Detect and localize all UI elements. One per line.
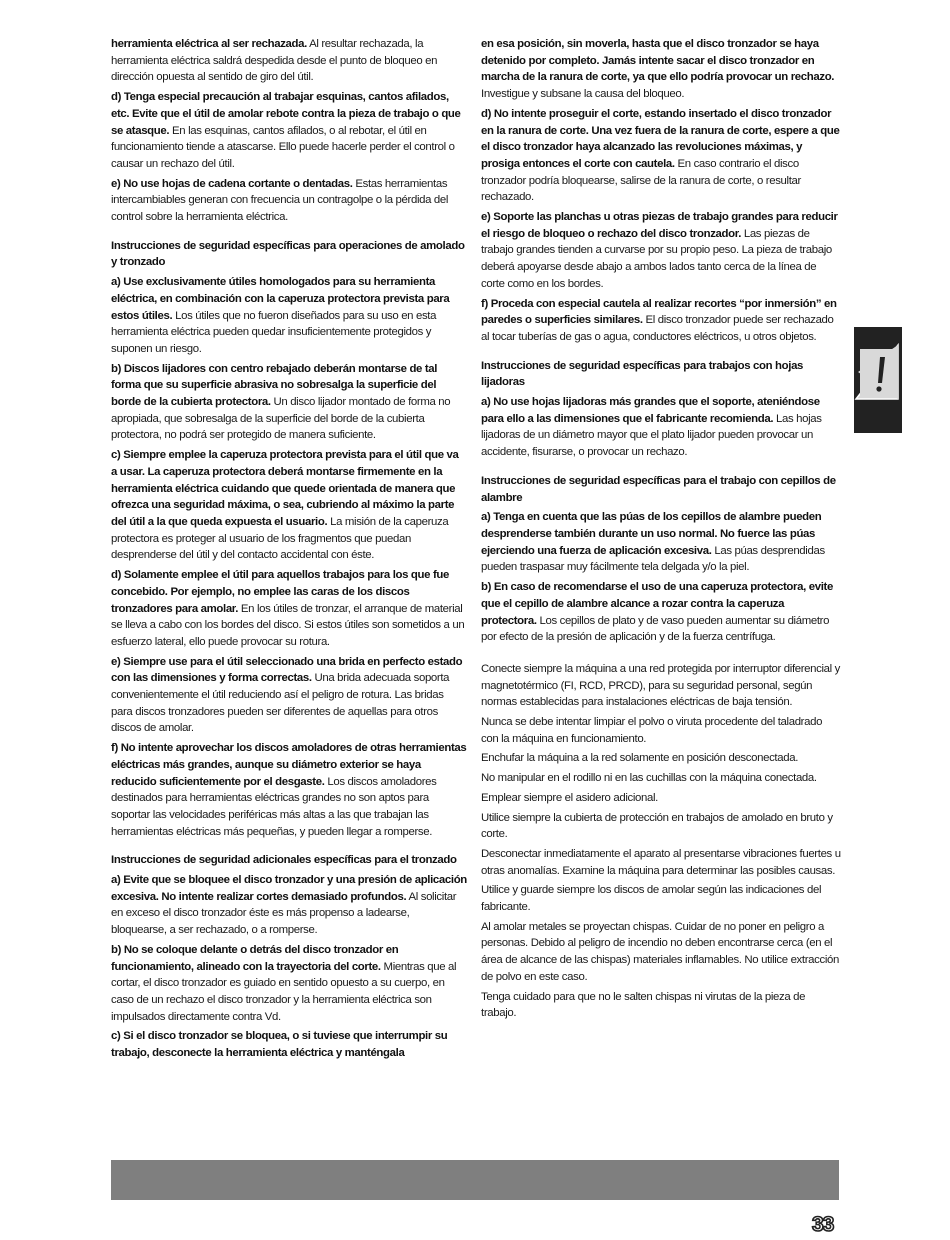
paragraph: en esa posición, sin moverla, hasta que el disco tronzador se haya detenido por completo. Jamás intente sacar el disco tronzador en marcha de la ranura de corte, ya que ello podría provocar un rechazo. Investigue y subsane la causa del bloqueo. [481, 38, 835, 101]
footer-bar [111, 1160, 839, 1200]
instruction-line: Nunca se debe intentar limpiar el polvo o viruta procedente del taladrado con la máquina en funcionamiento. [481, 716, 823, 745]
paragraph: d) Solamente emplee el útil para aquellos trabajos para los que fue concebido. Por ejemplo, no emplee las caras de los discos tronzadores para amolar. En los útiles de tronzar, el arranque de material se lleva a cabo con los bordes del disco. Si estos útiles son sometidos a un esfuerzo lateral, ello puede provocar su rotura. [111, 569, 465, 648]
warning-icon [854, 327, 902, 433]
instruction-line: Tenga cuidado para que no le salten chispas ni virutas de la pieza de trabajo. [481, 990, 806, 1020]
paragraph: a) Tenga en cuenta que las púas de los cepillos de alambre pueden desprenderse también durante un uso normal. No fuerce las púas ejerciendo una fuerza de aplicación excesiva. Las púas desprendidas pueden traspasar muy fácilmente tela delgada y/o la piel. [481, 511, 825, 574]
left-column [111, 36, 467, 1065]
paragraph: f) No intente aprovechar los discos amoladores de otras herramientas eléctricas más grandes, aunque su diámetro exterior se haya reducido suficientemente por el desgaste. Los discos amoladores destinados para herramientas eléctricas grandes no son aptos para soportar las velocidades periféricas más altas a las que trabajan las herramientas eléctricas más pequeñas, y pueden llegar a romperse. [111, 742, 467, 838]
instruction-line: Utilice y guarde siempre los discos de amolar según las indicaciones del fabricante. [481, 884, 822, 914]
paragraph: herramienta eléctrica al ser rechazada. Al resultar rechazada, la herramienta eléctrica saldrá despedida desde el punto de bloqueo en dirección opuesta al sentido de giro del útil. [111, 38, 438, 84]
paragraph: b) Discos lijadores con centro rebajado deberán montarse de tal forma que su superficie abrasiva no sobresalga la superficie del borde de la cubierta protectora. Un disco lijador montado de forma no apropiada, que sobresalga de la superficie del borde de la cubierta protectora, no podrá ser protegido de manera suficiente. [111, 362, 451, 442]
instruction-line: Enchufar la máquina a la red solamente en posición desconectada. [481, 752, 799, 765]
paragraph: c) Si el disco tronzador se bloquea, o si tuviese que interrumpir su trabajo, desconecte la herramienta eléctrica y manténgala [111, 1030, 448, 1060]
paragraph: a) No use hojas lijadoras más grandes que el soporte, ateniéndose para ello a las dimensiones que el fabricante recomienda. Las hojas lijadoras de un diámetro mayor que el plato lijador pueden provocar un accidente, fisurarse, o provocar un rechazo. [481, 396, 822, 459]
section-heading: Instrucciones de seguridad específicas para operaciones de amolado y tronzado [111, 239, 465, 269]
paragraph: d) No intente proseguir el corte, estando insertado el disco tronzador en la ranura de corte. Una vez fuera de la ranura de corte, espere a que el disco tronzador haya alcanzado las revoluciones máximas, y prosiga entonces el corte con cautela. En caso contrario el disco tronzador podría bloquearse, salirse de la ranura de corte, o resultar rechazado. [481, 107, 840, 204]
paragraph: a) Use exclusivamente útiles homologados para su herramienta eléctrica, en combinación con la caperuza protectora prevista para estos útiles. Los útiles que no fueron diseñados para su uso en esta herramienta eléctrica pueden quedar insuficientemente protegidos y suponen un riesgo. [111, 276, 450, 355]
instruction-line: Utilice siempre la cubierta de protección en trabajos de amolado en bruto y corte. [481, 811, 833, 841]
section-heading: Instrucciones de seguridad específicas para el trabajo con cepillos de alambre [481, 474, 836, 504]
instruction-line: Emplear siempre el asidero adicional. [481, 791, 658, 804]
instruction-line: No manipular en el rodillo ni en las cuchillas con la máquina conectada. [481, 772, 817, 785]
paragraph: e) Siempre use para el útil seleccionado una brida en perfecto estado con las dimensiones y forma correctas. Una brida adecuada soporta convenientemente el útil reduciendo así el peligro de rotura. Las bridas para discos tronzadores pueden ser diferentes de aquellas para otros discos de amolar. [111, 655, 463, 735]
spacer [481, 649, 841, 661]
paragraph: c) Siempre emplee la caperuza protectora prevista para el útil que va a usar. La caperuza protectora deberá montarse firmemente en la herramienta eléctrica cuidando que quede orientada de manera que ofrezca una seguridad máxima, o sea, cubriendo al máximo la parte del útil a la que queda expuesta el usuario. La misión de la caperuza protectora es proteger al usuario de los fragmentos que puedan desprenderse del útil y del contacto accidental con éste. [111, 449, 459, 562]
page-number: 33 [812, 1213, 834, 1236]
right-column [481, 36, 841, 1025]
paragraph: e) No use hojas de cadena cortante o dentadas. Estas herramientas intercambiables generan con frecuencia un contragolpe o la pérdida del control sobre la herramienta eléctrica. [111, 177, 449, 224]
instruction-line: Desconectar inmediatamente el aparato al presentarse vibraciones fuertes u otras anomalías. Examine la máquina para determinar las posibles causas. [481, 847, 841, 877]
paragraph: e) Soporte las planchas u otras piezas de trabajo grandes para reducir el riesgo de bloqueo o rechazo del disco tronzador. Las piezas de trabajo grandes tienden a curvarse por su propio peso. La pieza de trabajo deberá apoyarse desde abajo a ambos lados tanto cerca de la línea de corte como en los bordes. [481, 211, 838, 290]
paragraph: a) Evite que se bloquee el disco tronzador y una presión de aplicación excesiva. No intente realizar cortes demasiado profundos. Al solicitar en exceso el disco tronzador éste es más propenso a ladearse, bloquearse, a ser rechazado, o a romperse. [111, 874, 467, 937]
paragraph: b) En caso de recomendarse el uso de una caperuza protectora, evite que el cepillo de alambre alcance a rozar contra la caperuza protectora. Los cepillos de plato y de vaso pueden aumentar su diámetro por efecto de la presión de aplicación y de la fuerza centrífuga. [481, 581, 833, 644]
section-heading: Instrucciones de seguridad específicas para trabajos con hojas lijadoras [481, 359, 804, 389]
paragraph: f) Proceda con especial cautela al realizar recortes “por inmersión” en paredes o superficies similares. El disco tronzador puede ser rechazado al tocar tuberías de gas o agua, conductores eléctricos, u otros objetos. [481, 297, 837, 343]
instruction-line: Conecte siempre la máquina a una red protegida por interruptor diferencial y magnetotérmico (FI, RCD, PRCD), para su seguridad personal, según normas establecidas para instalaciones eléctricas de baja tensión. [481, 662, 841, 709]
instruction-line: Al amolar metales se proyectan chispas. Cuidar de no poner en peligro a personas. Debido al peligro de incendio no deben encontrarse cerca (en el área de alcance de las chispas) materiales inflamables. No utilice extracción de polvo en este caso. [481, 920, 839, 983]
section-heading: Instrucciones de seguridad adicionales específicas para el tronzado [111, 854, 457, 867]
warning-side-tab [854, 327, 902, 433]
paragraph: d) Tenga especial precaución al trabajar esquinas, cantos afilados, etc. Evite que el útil de amolar rebote contra la pieza de trabajo o que se atasque. En las esquinas, cantos afilados, o al rebotar, el útil en funcionamiento tiende a atascarse. Ello puede hacerle perder el control o causar un rechazo del útil. [111, 91, 461, 170]
paragraph: b) No se coloque delante o detrás del disco tronzador en funcionamiento, alineado con la trayectoria del corte. Mientras que al cortar, el disco tronzador es guiado en sentido opuesto a su cuerpo, en caso de un rechazo el disco tronzador y la herramienta eléctrica son impulsados directamente contra Vd. [111, 943, 457, 1023]
